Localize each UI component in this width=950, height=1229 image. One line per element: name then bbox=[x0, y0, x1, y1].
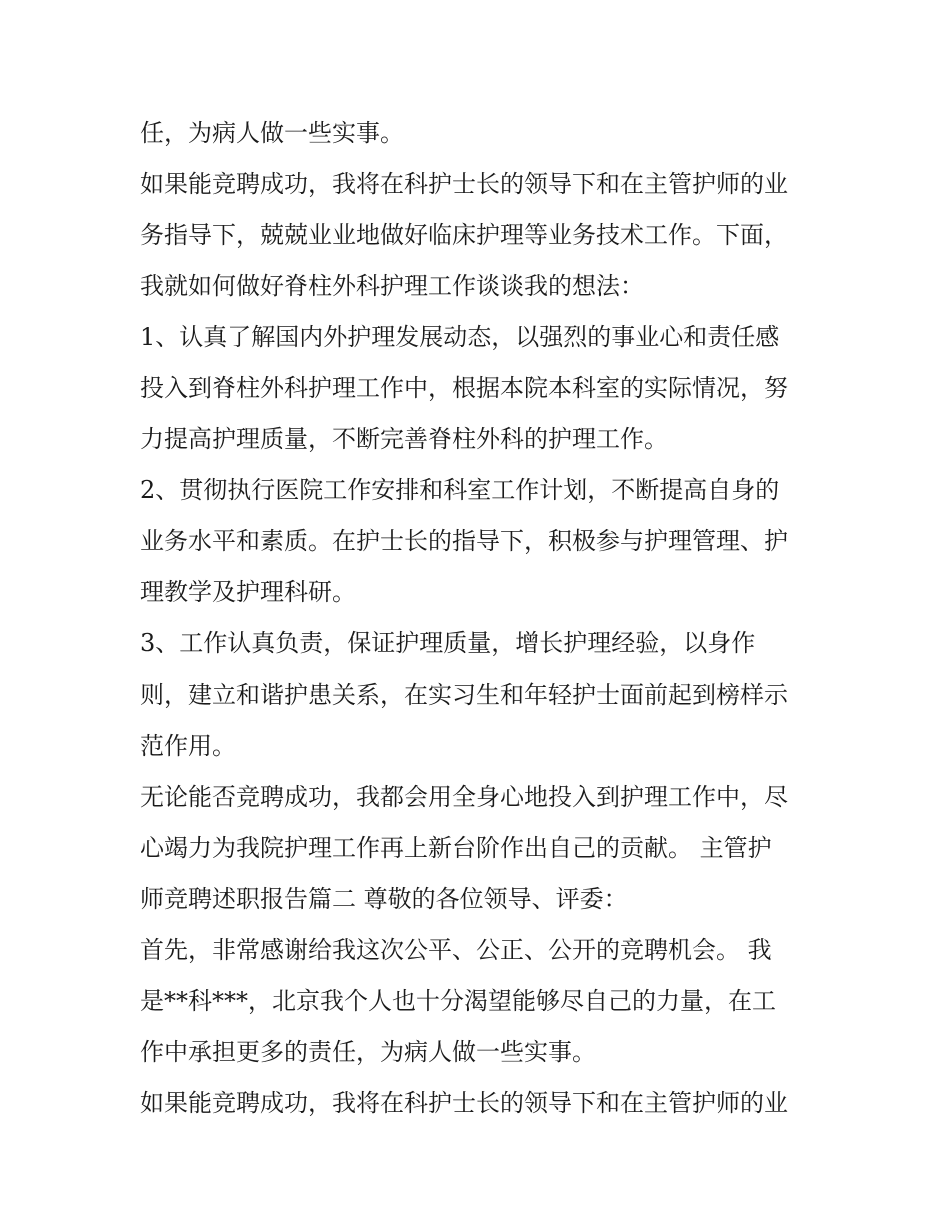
text-line: 是**科***，北京我个人也十分渴望能够尽自己的力量，在工 bbox=[140, 986, 776, 1015]
text-line: 师竞聘述职报告篇二 尊敬的各位领导、评委： bbox=[140, 884, 628, 913]
text-line: 力提高护理质量，不断完善脊柱外科的护理工作。 bbox=[140, 425, 668, 454]
text-line: 心竭力为我院护理工作再上新台阶作出自己的贡献。 主管护 bbox=[140, 833, 772, 862]
text-line: 务指导下，兢兢业业地做好临床护理等业务技术工作。下面， bbox=[140, 221, 788, 250]
text-line: 则，建立和谐护患关系，在实习生和年轻护士面前起到榜样示 bbox=[140, 680, 788, 709]
text-line: 3、工作认真负责，保证护理质量，增长护理经验，以身作 bbox=[140, 629, 756, 658]
text-line: 如果能竞聘成功，我将在科护士长的领导下和在主管护师的业 bbox=[140, 170, 788, 199]
text-line: 无论能否竞聘成功，我都会用全身心地投入到护理工作中，尽 bbox=[140, 782, 788, 811]
text-line: 2、贯彻执行医院工作安排和科室工作计划，不断提高自身的 bbox=[140, 476, 780, 505]
text-line: 首先，非常感谢给我这次公平、公正、公开的竞聘机会。 我 bbox=[140, 935, 772, 964]
document-body bbox=[140, 108, 820, 1129]
text-line: 投入到脊柱外科护理工作中，根据本院本科室的实际情况，努 bbox=[140, 374, 788, 403]
text-line: 作中承担更多的责任，为病人做一些实事。 bbox=[140, 1037, 596, 1066]
text-line: 1、认真了解国内外护理发展动态，以强烈的事业心和责任感 bbox=[140, 323, 780, 352]
text-line: 理教学及护理科研。 bbox=[140, 578, 356, 607]
text-line: 任，为病人做一些实事。 bbox=[140, 119, 404, 147]
text-line: 范作用。 bbox=[140, 731, 236, 760]
text-line: 我就如何做好脊柱外科护理工作谈谈我的想法： bbox=[140, 272, 644, 301]
text-line: 业务水平和素质。在护士长的指导下，积极参与护理管理、护 bbox=[140, 527, 788, 556]
text-line: 如果能竞聘成功，我将在科护士长的领导下和在主管护师的业 bbox=[140, 1088, 788, 1117]
